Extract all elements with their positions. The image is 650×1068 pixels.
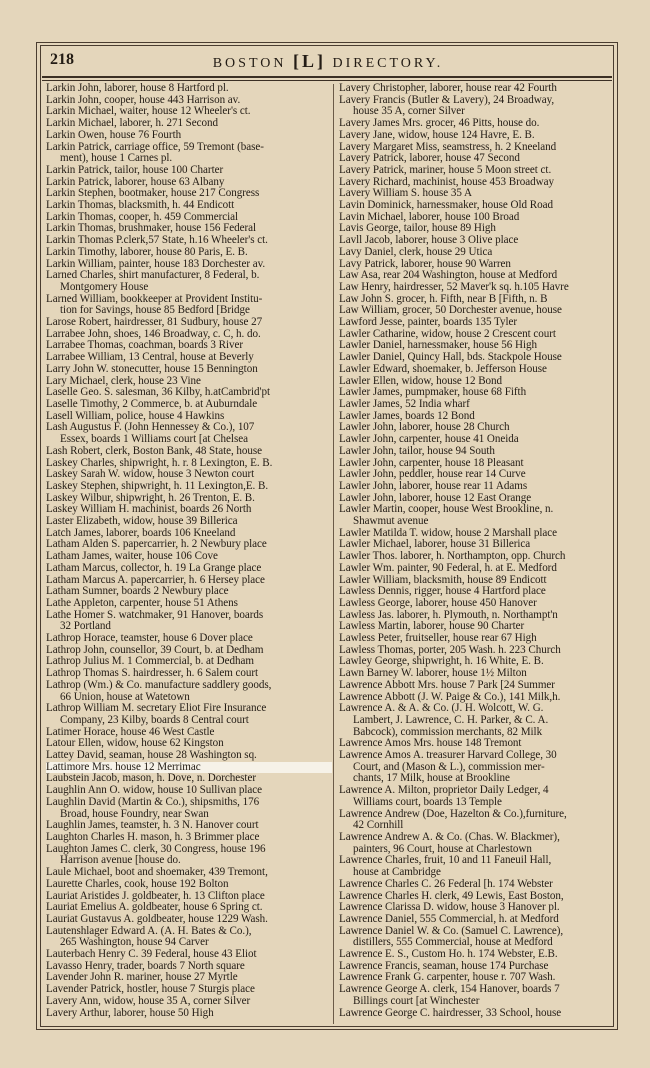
directory-entry: Lawrence Andrew A. & Co. (Chas. W. Blackmer), (339, 832, 560, 843)
directory-entry: Laselle Geo. S. salesman, 36 Kilby, h.atCambrid'pt (46, 387, 271, 399)
directory-entry: Lawrence Charles H. clerk, 49 Lewis, East Boston, (339, 890, 564, 902)
directory-entry: Lary Michael, clerk, house 23 Vine (46, 375, 201, 387)
directory-entry: Laskey Charles, shipwright, h. r. 8 Lexington, E. B. (46, 457, 273, 469)
directory-entry-continuation: ment), house 1 Carnes pl. (60, 153, 173, 165)
running-head (46, 51, 610, 72)
directory-entry: Lawler John, laborer, house rear 11 Adams (339, 480, 528, 492)
directory-entry: Lawrence Amos Mrs. house 148 Tremont (339, 738, 522, 750)
directory-entry: Larned Charles, shirt manufacturer, 8 Federal, b. (46, 270, 260, 282)
directory-entry: Lawrence Frank G. carpenter, house r. 707 Wash. (339, 972, 556, 984)
directory-entry: Lavery James Mrs. grocer, 46 Pitts, house do. (339, 118, 540, 130)
directory-entry: Lavery Francis (Butler & Lavery), 24 Broadway, (339, 94, 555, 106)
directory-entry: Lautenshlager Edward A. (A. H. Bates & Co.), (46, 925, 252, 937)
directory-entry-continuation: Lambert, J. Lawrence, C. H. Parker, & C. A. (353, 714, 549, 726)
directory-entry: Lavery Jane, widow, house 124 Havre, E. B. (339, 129, 535, 141)
directory-entry: Lawler John, carpenter, house 18 Pleasant (339, 457, 524, 469)
directory-entry: Lavasso Henry, trader, boards 7 North square (46, 960, 245, 972)
directory-entry-continuation: Essex, boards 1 Williams court [at Chelsea (60, 434, 248, 446)
directory-entry: Lavery Arthur, laborer, house 50 High (46, 1007, 214, 1019)
directory-entry: Laurette Charles, cook, house 192 Bolton (46, 878, 229, 890)
directory-entry: Lawler Daniel, Quincy Hall, bds. Stackpole House (339, 352, 562, 364)
directory-entry: Lathe Homer S. watchmaker, 91 Hanover, boards (46, 609, 264, 621)
directory-entry-continuation: 66 Union, house at Watetown (60, 691, 190, 703)
directory-entry-continuation: house at Cambridge (353, 867, 441, 879)
directory-entry: Lawrence Abbott (J. W. Paige & Co.), 141 Milk,h. (339, 691, 561, 703)
directory-entry: Lawler Thos. laborer, h. Northampton, opp. Church (339, 551, 566, 563)
directory-entry-continuation: 42 Cornhill (353, 820, 404, 832)
directory-entry: Latham Alden S. papercarrier, h. 2 Newbury place (46, 539, 267, 551)
directory-entry: Larkin Thomas, blacksmith, h. 44 Endicott (46, 200, 235, 212)
directory-entry: Lawrence George C. hairdresser, 33 School, house (339, 1007, 562, 1019)
directory-entry: Larkin Thomas, cooper, h. 459 Commercial (46, 211, 239, 223)
directory-entry: Lathrop (Wm.) & Co. manufacture saddlery goods, (46, 679, 272, 691)
directory-entry-continuation: tion for Savings, house 85 Bedford [Bridge (60, 305, 250, 317)
directory-entry: Lawrence Daniel, 555 Commercial, h. at Medford (339, 913, 559, 925)
directory-entry: Lattey David, seaman, house 28 Washington sq. (46, 750, 257, 762)
directory-entry: Lauriat Emelius A. goldbeater, house 6 Spring ct. (46, 902, 263, 914)
directory-entry: Lavery Richard, machinist, house 453 Broadway (339, 176, 554, 188)
directory-entry: Lawler Edward, shoemaker, b. Jefferson House (339, 363, 547, 375)
directory-entry: Lawless Jas. laborer, h. Plymouth, n. Northampt'n (339, 609, 558, 621)
directory-entry: Lavin Dominick, harnessmaker, house Old Road (339, 200, 553, 212)
directory-entry: Lawler James, 52 India wharf (339, 398, 470, 410)
directory-entry: Lawrence A. & A. & Co. (J. H. Wolcott, W. G. (339, 703, 544, 715)
directory-entry: Larkin John, cooper, house 443 Harrison av. (46, 94, 241, 106)
directory-entry: Lawler Matilda T. widow, house 2 Marshall place (339, 527, 558, 539)
directory-entry-continuation: painters, 96 Court, house at Charlestown (353, 843, 532, 855)
directory-entry: Lawrence A. Milton, proprietor Daily Ledger, 4 (339, 785, 549, 797)
directory-entry-continuation: Broad, house Foundry, near Swan (60, 808, 209, 820)
running-head-city: BOSTON (212, 56, 287, 71)
directory-entry: Lavll Jacob, laborer, house 3 Olive place (339, 235, 519, 247)
directory-entry: Lash Robert, clerk, Boston Bank, 48 State, house (46, 445, 263, 457)
directory-entry: Lawler Martin, cooper, house West Brookline, n. (339, 504, 554, 516)
directory-entry: Lavery Margaret Miss, seamstress, h. 2 Kneeland (339, 141, 557, 153)
directory-entry: Law John S. grocer, h. Fifth, near B [Fifth, n. B (339, 293, 548, 305)
directory-entry: Lawless Martin, laborer, house 90 Charter (339, 621, 525, 633)
directory-entry: Latch James, laborer, boards 106 Kneeland (46, 527, 236, 539)
directory-entry: Lawrence Andrew (Doe, Hazelton & Co.),furniture, (339, 808, 567, 820)
directory-entry: Laskey William H. machinist, boards 26 North (46, 504, 252, 516)
directory-entry: Lawrence George A. clerk, 154 Hanover, boards 7 (339, 984, 560, 996)
directory-entry: Lawler John, laborer, house 28 Church (339, 422, 510, 434)
directory-entry: Lawless Thomas, porter, 205 Wash. h. 223 Church (339, 644, 561, 656)
directory-entry: Larrabee Thomas, coachman, boards 3 River (46, 340, 244, 352)
directory-entry: Latham Marcus, collector, h. 19 La Grange place (46, 562, 262, 574)
directory-entry: Laskey Sarah W. widow, house 3 Newton court (46, 469, 255, 481)
directory-entry-continuation: 265 Washington, house 94 Carver (60, 937, 209, 949)
directory-entry: Lawless Peter, fruitseller, house rear 67 High (339, 633, 537, 645)
directory-entry-continuation: house 35 A, corner Silver (353, 106, 465, 118)
directory-entry: Lawler John, laborer, house 12 East Orange (339, 492, 532, 504)
directory-entry: Laughlin David (Martin & Co.), shipsmiths, 176 (46, 796, 260, 808)
directory-entry: Lavender Patrick, hostler, house 7 Sturgis place (46, 984, 255, 996)
directory-entry: Lavery Ann, widow, house 35 A, corner Silver (46, 995, 251, 1007)
directory-entry: Lauriat Gustavus A. goldbeater, house 1229 Wash. (46, 913, 268, 925)
directory-entry: Lawford Jesse, painter, boards 135 Tyler (339, 317, 518, 329)
directory-entry: Larkin Patrick, carriage office, 59 Tremont (base- (46, 141, 264, 153)
page-header (46, 48, 610, 74)
directory-entry-continuation: 32 Portland (60, 621, 111, 633)
directory-entry: Lattimore Mrs. house 12 Merrimac (46, 762, 332, 774)
directory-entry: Lasell William, police, house 4 Hawkins (46, 410, 225, 422)
running-head-directory: DIRECTORY. (332, 56, 444, 71)
directory-entry: Lawler James, boards 12 Bond (339, 410, 475, 422)
directory-entry: Laubstein Jacob, mason, h. Dove, n. Dorchester (46, 773, 256, 785)
directory-entry: Latour Ellen, widow, house 62 Kingston (46, 738, 224, 750)
directory-entry: Lavery Christopher, laborer, house rear 42 Fourth (339, 83, 557, 94)
directory-entry: Lavery Patrick, mariner, house 5 Moon street ct. (339, 164, 552, 176)
directory-entry: Lawrence Abbott Mrs. house 7 Park [24 Summer (339, 679, 555, 691)
right-column (339, 83, 619, 1019)
directory-entry: Law Asa, rear 204 Washington, house at Medford (339, 270, 558, 282)
directory-entry-continuation: Billings court [at Winchester (353, 995, 480, 1007)
directory-entry: Lawler James, pumpmaker, house 68 Fifth (339, 387, 527, 399)
directory-entry: Latham Sumner, boards 2 Newbury place (46, 586, 229, 598)
directory-entry: Larkin Michael, waiter, house 12 Wheeler's ct. (46, 106, 251, 118)
directory-entry: Larkin Thomas P.clerk,57 State, h.16 Wheeler's ct. (46, 235, 268, 247)
directory-entry: Laselle Timothy, 2 Commerce, b. at Auburndale (46, 398, 258, 410)
directory-entry: Larkin William, painter, house 183 Dorchester av. (46, 258, 266, 270)
directory-entry: Lawrence Daniel W. & Co. (Samuel C. Lawrence), (339, 925, 564, 937)
directory-entry-continuation: Court, and (Mason & L.), commission mer- (353, 761, 545, 773)
directory-entry: Lawless George, laborer, house 450 Hanover (339, 597, 537, 609)
directory-entry-continuation: Company, 23 Kilby, boards 8 Central court (60, 714, 249, 726)
directory-entry: Lathrop Horace, teamster, house 6 Dover place (46, 633, 253, 645)
directory-entry: Latimer Horace, house 46 West Castle (46, 726, 215, 738)
directory-entry-continuation: chants, 17 Milk, house at Brookline (353, 773, 510, 785)
directory-entry: Lawrence Francis, seaman, house 174 Purchase (339, 960, 549, 972)
directory-entry-continuation: Shawmut avenue (353, 516, 429, 528)
directory-entry: Lavin Michael, laborer, house 100 Broad (339, 211, 520, 223)
directory-entry: Larrabee John, shoes, 146 Broadway, c. C, h. do. (46, 328, 261, 340)
directory-entry: Lawrence Charles C. 26 Federal [h. 174 Webster (339, 878, 553, 890)
directory-entry: Larkin Timothy, laborer, house 80 Paris, E. B. (46, 246, 248, 258)
directory-entry: Lavender John R. mariner, house 27 Myrtle (46, 972, 238, 984)
directory-entry: Laughlin James, teamster, h. 3 N. Hanover court (46, 820, 259, 832)
directory-entry: Lawrence Charles, fruit, 10 and 11 Faneuil Hall, (339, 855, 552, 867)
directory-entry: Lavy Patrick, laborer, house 90 Warren (339, 258, 511, 270)
directory-entry: Larry John W. stonecutter, house 15 Bennington (46, 363, 258, 375)
page-number: 218 (50, 51, 74, 68)
directory-entry: Lawler John, carpenter, house 41 Oneida (339, 434, 519, 446)
directory-entry: Laughton Charles H. mason, h. 3 Brimmer place (46, 832, 260, 843)
directory-entry: Lawler Ellen, widow, house 12 Bond (339, 375, 503, 387)
directory-entry: Lawler John, tailor, house 94 South (339, 445, 495, 457)
directory-entry-continuation: Harrison avenue [house do. (60, 855, 181, 867)
directory-entry: Lawler John, peddler, house rear 14 Curve (339, 469, 526, 481)
directory-entry: Lathrop William M. secretary Eliot Fire Insurance (46, 703, 267, 715)
directory-entry: Latham Marcus A. papercarrier, h. 6 Hersey place (46, 574, 265, 586)
header-rule (42, 76, 612, 78)
directory-entry: Lavy Daniel, clerk, house 29 Utica (339, 246, 493, 258)
directory-entry: Lauterbach Henry C. 39 Federal, house 43 Eliot (46, 949, 257, 961)
directory-entry: Latham James, waiter, house 106 Cove (46, 551, 218, 563)
left-column (46, 83, 332, 1019)
directory-entry: Lawler Wm. painter, 90 Federal, h. at E. Medford (339, 562, 557, 574)
header-rule-thin (42, 80, 612, 81)
directory-entry: Law Henry, hairdresser, 52 Maver'k sq. h.105 Havre (339, 281, 569, 293)
directory-entry: Laughlin Ann O. widow, house 10 Sullivan place (46, 785, 263, 797)
directory-entry: Larrabee William, 13 Central, house at Beverly (46, 352, 254, 364)
directory-entry: Larkin Thomas, brushmaker, house 156 Federal (46, 223, 257, 235)
directory-entry: Lauriat Aristides J. goldbeater, h. 13 Clifton place (46, 890, 265, 902)
directory-entry-continuation: Montgomery House (60, 281, 149, 293)
directory-entry: Larkin Stephen, bootmaker, house 217 Congress (46, 188, 260, 200)
directory-entry-continuation: Williams court, boards 13 Temple (353, 796, 502, 808)
directory-entry-continuation: Babcock), commission merchants, 82 Milk (353, 726, 543, 738)
directory-entry: Larose Robert, hairdresser, 81 Sudbury, house 27 (46, 317, 263, 329)
directory-entry: Larkin Owen, house 76 Fourth (46, 129, 182, 141)
directory-entry: Laster Elizabeth, widow, house 39 Billerica (46, 516, 238, 528)
directory-entry: Lawn Barney W. laborer, house 1½ Milton (339, 668, 527, 680)
directory-entry: Lathrop John, counsellor, 39 Court, b. at Dedham (46, 644, 264, 656)
directory-entry: Laule Michael, boot and shoemaker, 439 Tremont, (46, 867, 268, 879)
directory-entry: Larned William, bookkeeper at Provident Institu- (46, 293, 263, 305)
directory-entry: Laskey Stephen, shipwright, h. 11 Lexington,E. B. (46, 480, 269, 492)
directory-entry: Lash Augustus F. (John Hennessey & Co.), 107 (46, 422, 255, 434)
directory-entry: Lawless Dennis, rigger, house 4 Hartford place (339, 586, 546, 598)
directory-entry: Laskey Wilbur, shipwright, h. 26 Trenton, E. B. (46, 492, 255, 504)
directory-entry: Lawler Daniel, harnessmaker, house 56 High (339, 340, 538, 352)
directory-entry: Lathe Appleton, carpenter, house 51 Athens (46, 597, 238, 609)
directory-entry: Lavery William S. house 35 A (339, 188, 472, 200)
directory-entry: Larkin Michael, laborer, h. 271 Second (46, 118, 219, 130)
directory-entry: Lawler Catharine, widow, house 2 Crescent court (339, 328, 556, 340)
directory-entry: Lawrence Clarissa D. widow, house 3 Hanover pl. (339, 902, 560, 914)
directory-entry: Lathrop Julius M. 1 Commercial, b. at Dedham (46, 656, 254, 668)
directory-entry: Laughton James C. clerk, 30 Congress, house 196 (46, 843, 266, 855)
running-head-letter: [L] (292, 51, 326, 71)
directory-entry: Lavery Patrick, laborer, house 47 Second (339, 153, 520, 165)
directory-entry: Lawler Michael, laborer, house 31 Billerica (339, 539, 531, 551)
directory-entry: Law William, grocer, 50 Dorchester avenue, house (339, 305, 562, 317)
directory-entry: Lawrence Amos A. treasurer Harvard College, 30 (339, 750, 557, 762)
directory-entry: Lawley George, shipwright, h. 16 White, E. B. (339, 656, 544, 668)
directory-entry: Larkin Patrick, tailor, house 100 Charter (46, 164, 224, 176)
directory-entry: Lavis George, tailor, house 89 High (339, 223, 496, 235)
directory-entry-continuation: distillers, 555 Commercial, house at Medford (353, 937, 553, 949)
directory-entry: Lawler William, blacksmith, house 89 Endicott (339, 574, 547, 586)
column-divider (333, 84, 334, 1024)
directory-entry: Lawrence E. S., Custom Ho. h. 174 Webster, E.B. (339, 949, 558, 961)
directory-entry: Lathrop Thomas S. hairdresser, h. 6 Salem court (46, 668, 259, 680)
directory-entry: Larkin John, laborer, house 8 Hartford pl. (46, 83, 229, 94)
directory-entry: Larkin Patrick, laborer, house 63 Albany (46, 176, 225, 188)
